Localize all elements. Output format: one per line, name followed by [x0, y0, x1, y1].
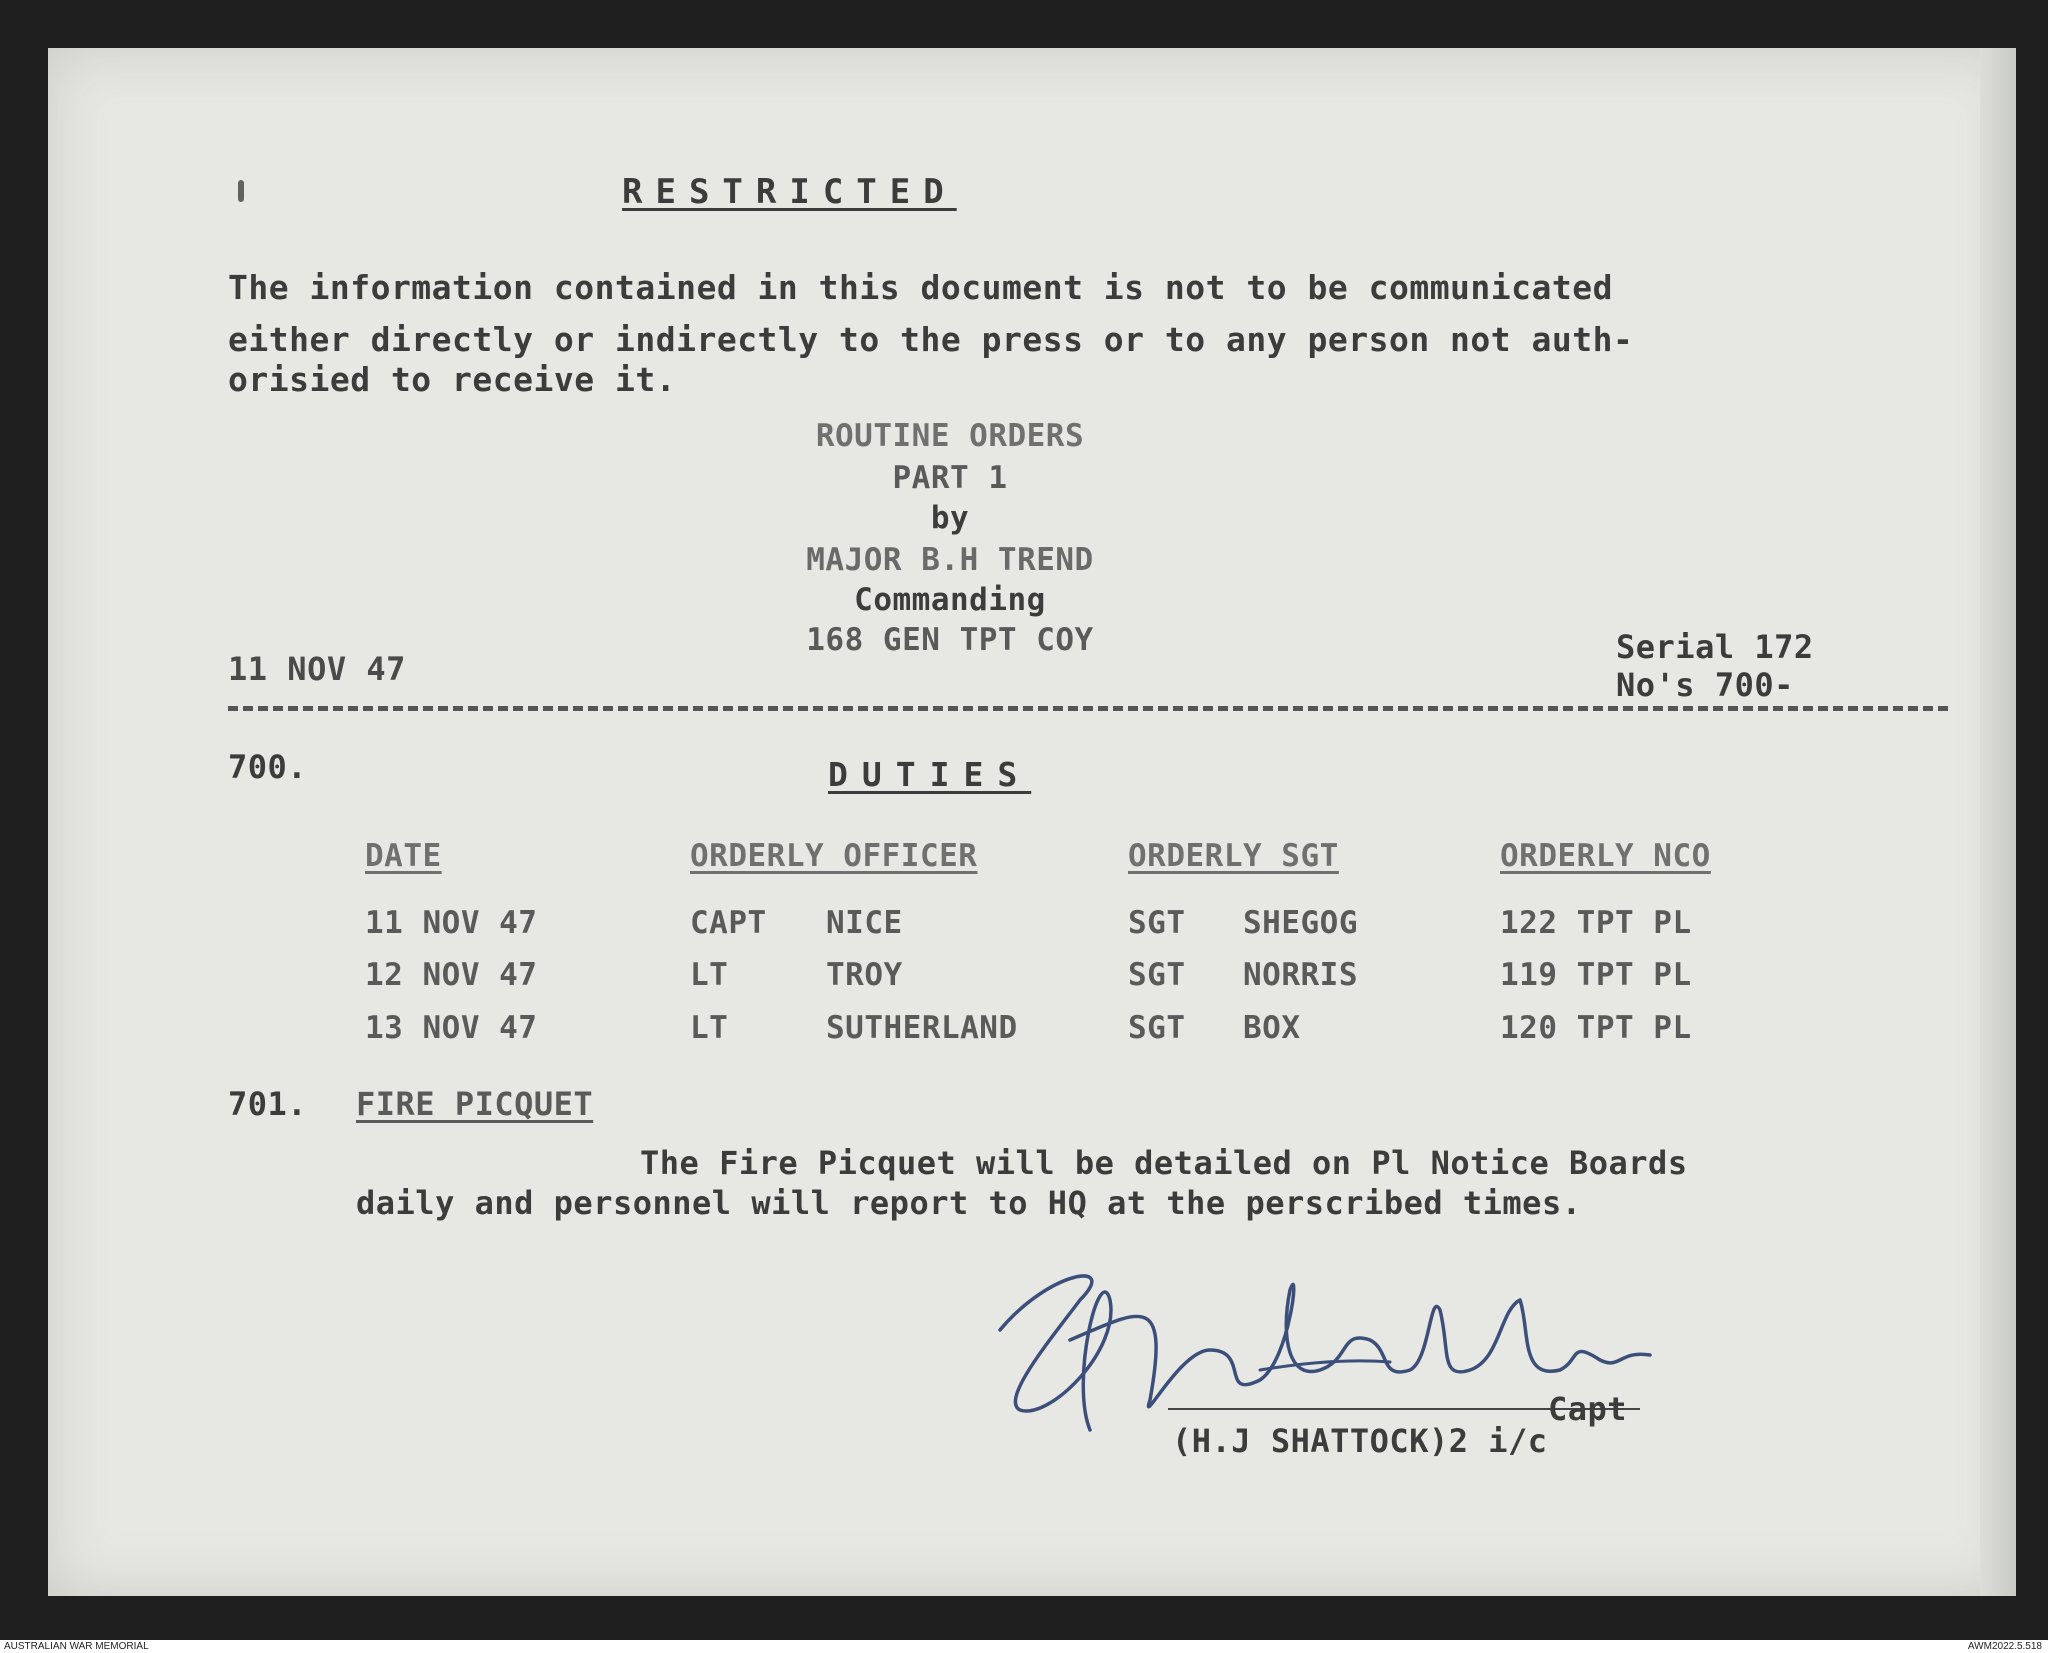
punch-hole: [238, 180, 244, 202]
footer-institution: AUSTRALIAN WAR MEMORIAL: [4, 1641, 149, 1652]
row-1-officer-rank: CAPT: [690, 905, 767, 941]
signatory-rank: Capt: [1548, 1390, 1628, 1428]
row-3-sgt-rank: SGT: [1128, 1010, 1186, 1046]
row-2-sgt-rank: SGT: [1128, 957, 1186, 993]
column-header-nco: ORDERLY NCO: [1500, 838, 1711, 874]
row-1-nco: 122 TPT PL: [1500, 905, 1692, 941]
row-1-sgt-name: SHEGOG: [1243, 905, 1358, 941]
row-3-sgt-name: BOX: [1243, 1010, 1301, 1046]
row-2-officer-rank: LT: [690, 957, 729, 993]
footer-reference: AWM2022.5.518: [1967, 1641, 2042, 1652]
serial-range: No's 700-: [1616, 666, 1794, 704]
row-2-date: 12 NOV 47: [365, 957, 538, 993]
signatory-name: (H.J SHATTOCK)2 i/c: [1172, 1422, 1548, 1460]
section-701-body-line-1: The Fire Picquet will be detailed on Pl Notice Boards: [640, 1144, 1688, 1182]
section-701-body-line-2: daily and personnel will report to HQ at the perscribed times.: [356, 1184, 1582, 1222]
section-700-number: 700.: [228, 748, 308, 786]
document-date: 11 NOV 47: [228, 650, 406, 688]
row-3-officer-name: SUTHERLAND: [826, 1010, 1018, 1046]
dashed-divider: [228, 706, 1948, 711]
row-1-sgt-rank: SGT: [1128, 905, 1186, 941]
classification-heading: RESTRICTED: [622, 172, 957, 212]
row-3-officer-rank: LT: [690, 1010, 729, 1046]
row-2-nco: 119 TPT PL: [1500, 957, 1692, 993]
section-701-title: FIRE PICQUET: [356, 1085, 594, 1123]
row-2-officer-name: TROY: [826, 957, 903, 993]
section-700-title: DUTIES: [828, 755, 1032, 794]
serial-number: Serial 172: [1616, 628, 1814, 666]
paper-edge: [1980, 48, 2016, 1596]
row-1-officer-name: NICE: [826, 905, 903, 941]
warning-line-2: either directly or indirectly to the press or to any person not auth-: [228, 320, 1634, 359]
row-1-date: 11 NOV 47: [365, 905, 538, 941]
title-unit: 168 GEN TPT COY: [806, 622, 1094, 658]
warning-line-3: orisied to receive it.: [228, 360, 677, 399]
warning-line-1: The information contained in this document is not to be communicated: [228, 268, 1614, 307]
title-routine-orders: ROUTINE ORDERS: [815, 418, 1085, 454]
row-3-nco: 120 TPT PL: [1500, 1010, 1692, 1046]
archive-footer: [0, 1640, 2048, 1653]
title-commander: MAJOR B.H TREND: [806, 542, 1094, 578]
title-commanding: Commanding: [854, 582, 1046, 618]
column-header-sgt: ORDERLY SGT: [1128, 838, 1339, 874]
column-header-officer: ORDERLY OFFICER: [690, 838, 978, 874]
section-701-number: 701.: [228, 1085, 308, 1123]
title-part: PART 1: [892, 460, 1008, 496]
title-by: by: [930, 500, 970, 536]
row-2-sgt-name: NORRIS: [1243, 957, 1358, 993]
row-3-date: 13 NOV 47: [365, 1010, 538, 1046]
column-header-date: DATE: [365, 838, 442, 874]
